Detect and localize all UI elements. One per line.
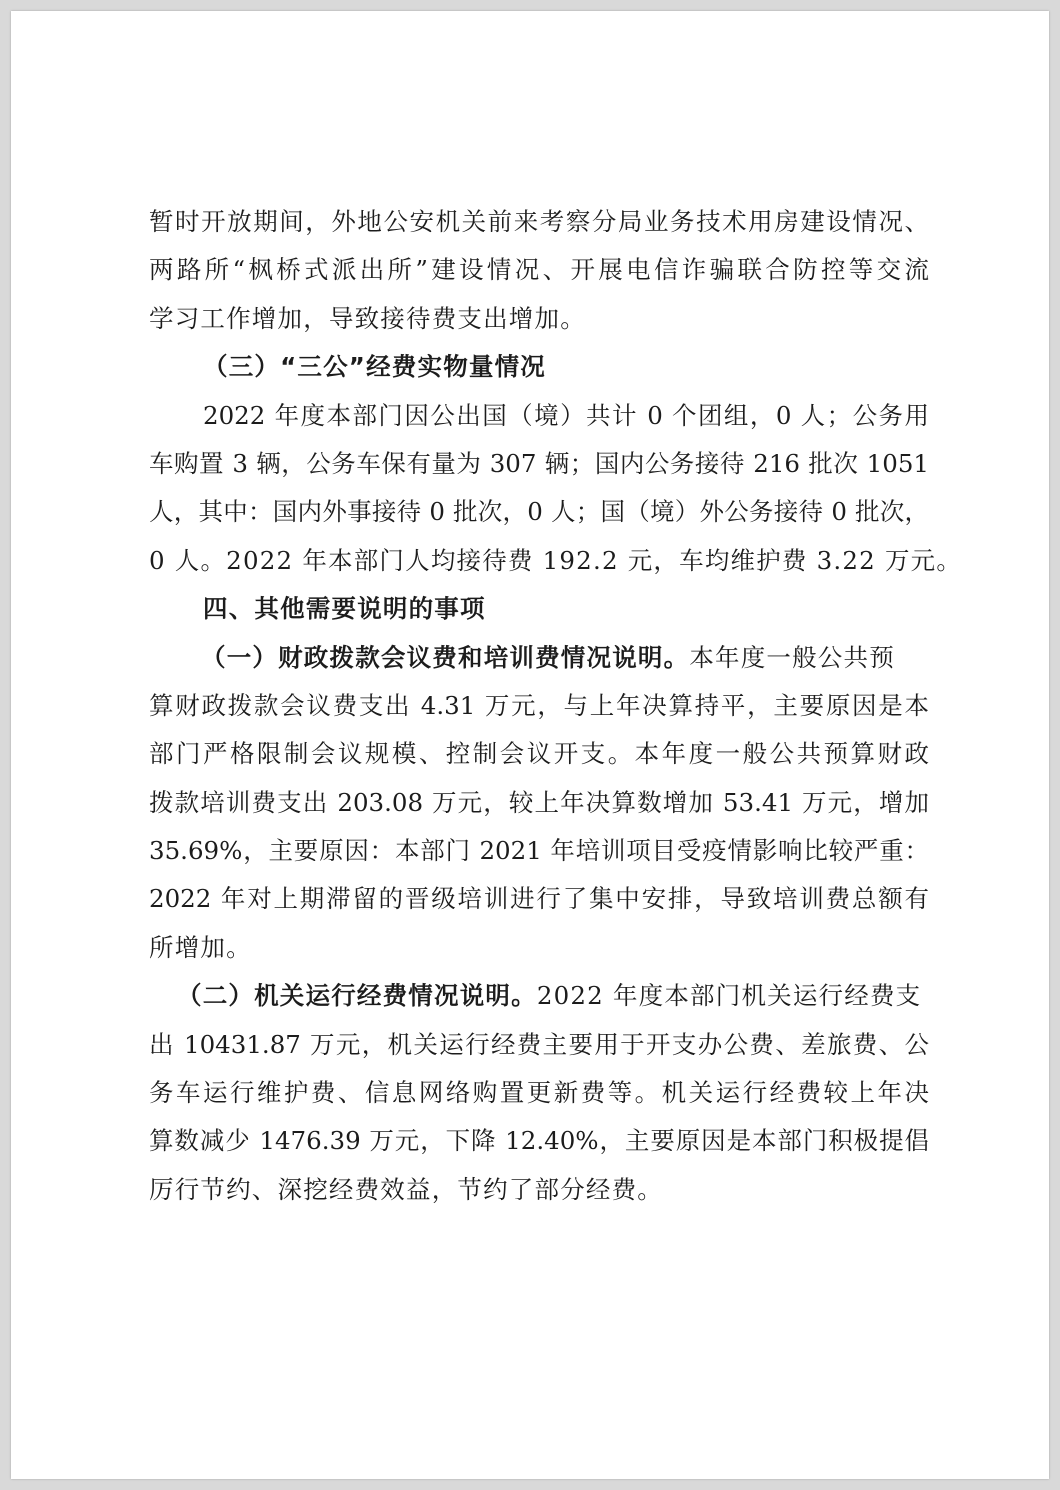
paragraph-line: 厉行节约、深挖经费效益，节约了部分经费。 bbox=[149, 1174, 663, 1204]
paragraph-line: 算数减少 1476.39 万元，下降 12.40%，主要原因是本部门积极提倡 bbox=[149, 1126, 929, 1156]
paragraph-line: 拨款培训费支出 203.08 万元，较上年决算数增加 53.41 万元，增加 bbox=[149, 787, 929, 817]
paragraph-line: 人，其中：国内外事接待 0 批次，0 人；国（境）外公务接待 0 批次， bbox=[149, 497, 929, 527]
paragraph-line: 两路所“枫桥式派出所”建设情况、开展电信诈骗联合防控等交流 bbox=[149, 255, 929, 285]
paragraph-line: 所增加。 bbox=[149, 932, 252, 962]
paragraph-line: 务车运行维护费、信息网络购置更新费等。机关运行经费较上年决 bbox=[149, 1078, 929, 1108]
paragraph-line: 算财政拨款会议费支出 4.31 万元，与上年决算持平，主要原因是本 bbox=[149, 690, 929, 720]
section-heading-3: （三）“三公”经费实物量情况 bbox=[203, 352, 547, 382]
document-page bbox=[11, 11, 1049, 1479]
paragraph-line: 0 人。2022 年本部门人均接待费 192.2 元，车均维护费 3.22 万元。 bbox=[149, 545, 963, 575]
item2-lead: （二）机关运行经费情况说明。 bbox=[177, 981, 537, 1011]
item1-lead: （一）财政拨款会议费和培训费情况说明。 bbox=[201, 642, 690, 672]
document-body bbox=[149, 198, 963, 1214]
paragraph-line: 暂时开放期间，外地公安机关前来考察分局业务技术用房建设情况、 bbox=[149, 207, 929, 236]
paragraph-line: 车购置 3 辆，公务车保有量为 307 辆；国内公务接待 216 批次 1051 bbox=[149, 448, 929, 478]
item1-first-line bbox=[149, 634, 929, 682]
paragraph-line: 学习工作增加，导致接待费支出增加。 bbox=[149, 303, 586, 333]
paragraph-line: 2022 年度本部门因公出国（境）共计 0 个团组，0 人；公务用 bbox=[203, 400, 929, 430]
paragraph-line: 35.69%，主要原因：本部门 2021 年培训项目受疫情影响比较严重： bbox=[149, 836, 929, 866]
section-heading-4: 四、其他需要说明的事项 bbox=[203, 594, 486, 624]
paragraph-line: 出 10431.87 万元，机关运行经费主要用于开支办公费、差旅费、公 bbox=[149, 1029, 929, 1059]
item1-first-tail: 本年度一般公共预 bbox=[689, 642, 895, 672]
item2-first-tail: 2022 年度本部门机关运行经费支 bbox=[536, 981, 922, 1011]
paragraph-line: 部门严格限制会议规模、控制会议开支。本年度一般公共预算财政 bbox=[149, 739, 929, 769]
paragraph-line: 2022 年对上期滞留的晋级培训进行了集中安排，导致培训费总额有 bbox=[149, 884, 929, 914]
item2-first-line bbox=[149, 972, 929, 1020]
